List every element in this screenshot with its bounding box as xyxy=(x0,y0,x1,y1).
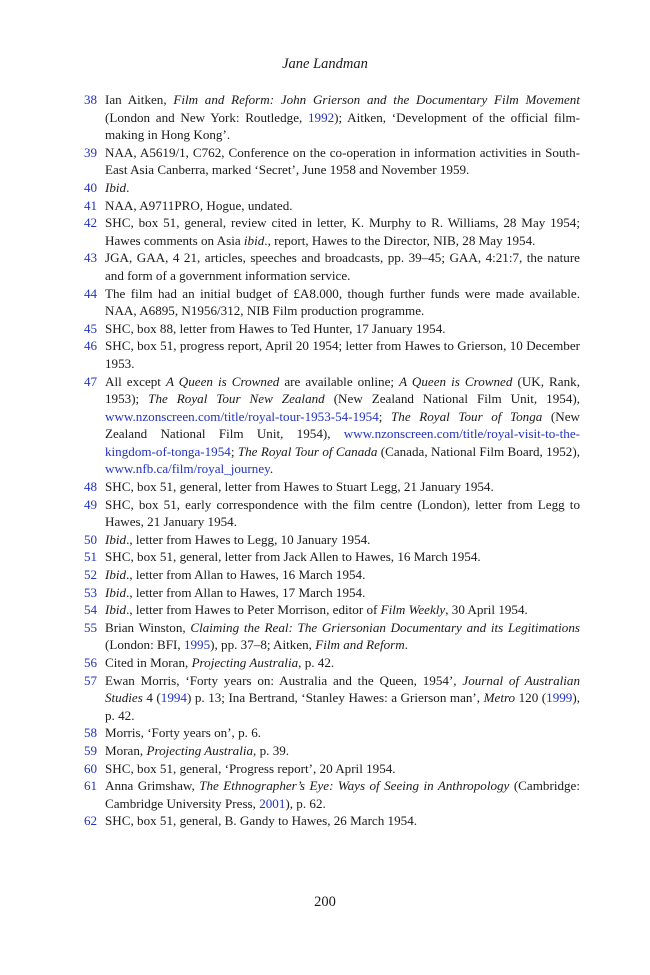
endnote-number-link[interactable]: 53 xyxy=(84,584,98,600)
note-text: SHC, box 51, general, letter from Hawes to Stuart Legg, 21 January 1954. xyxy=(105,479,494,495)
endnote-number-link[interactable]: 57 xyxy=(84,672,98,688)
endnote-number-link[interactable]: 43 xyxy=(84,250,98,266)
endnote-42 xyxy=(84,214,580,249)
italic-title: Projecting Australia xyxy=(146,742,254,758)
note-text: SHC, box 51, general, review cited in letter, K. Murphy to R. Williams, 28 May 1954; Hawes comments on Asia xyxy=(105,215,580,248)
note-text: The film had an initial budget of £A8.000, though further funds were made available. NAA, A6895, N1956/312, NIB Film production programme. xyxy=(105,285,580,319)
citation-link[interactable]: 2001 xyxy=(259,795,286,811)
note-text: , p. 42. xyxy=(298,655,335,670)
note-text: Morris, ‘Forty years on’, p. 6. xyxy=(105,725,262,741)
italic-title: Ibid xyxy=(105,179,127,195)
endnote-number-link[interactable]: 49 xyxy=(84,496,98,512)
endnote-number-link[interactable]: 42 xyxy=(84,215,98,231)
citation-link[interactable]: www.nzonscreen.com/title/royal-tour-1953-54-1954 xyxy=(105,408,379,424)
note-text: ., letter from Hawes to Peter Morrison, editor of xyxy=(126,602,381,618)
endnote-number-link[interactable]: 51 xyxy=(84,549,98,565)
endnote-47 xyxy=(84,373,580,479)
note-text: Moran, xyxy=(105,742,147,758)
endnote-54 xyxy=(84,601,580,619)
endnote-61 xyxy=(84,777,580,812)
note-text: SHC, box 51, general, letter from Jack Allen to Hawes, 16 March 1954. xyxy=(105,549,481,565)
italic-title: ibid xyxy=(243,232,265,248)
note-text: ) p. 13; Ina Bertrand, ‘Stanley Hawes: a Grierson man’, xyxy=(186,690,484,706)
italic-title: A Queen is Crowned xyxy=(165,373,280,389)
note-text: Anna Grimshaw, xyxy=(105,778,200,794)
note-text: All except xyxy=(105,373,166,389)
note-text: (Cambridge: Cambridge University Press, xyxy=(105,778,580,811)
endnote-number-link[interactable]: 56 xyxy=(84,655,98,670)
note-text: SHC, box 51, general, ‘Progress report’, 20 April 1954. xyxy=(105,760,396,776)
endnote-45 xyxy=(84,320,580,338)
endnote-57 xyxy=(84,672,580,725)
note-text: (Canada, National Film Board, 1952), xyxy=(377,443,580,459)
endnote-number-link[interactable]: 40 xyxy=(84,179,98,195)
note-text: . xyxy=(126,179,130,195)
note-text: ; xyxy=(378,408,392,424)
endnote-55 xyxy=(84,619,580,654)
endnote-62 xyxy=(84,812,580,830)
note-text: ); Aitken, ‘Development of the official film-making in Hong Kong’. xyxy=(105,109,580,143)
note-text: Ewan Morris, ‘Forty years on: Australia and the Queen, 1954’, xyxy=(105,672,463,688)
italic-title: Film Weekly xyxy=(380,602,446,618)
note-text: NAA, A9711PRO, Hogue, undated. xyxy=(105,197,293,213)
endnote-number-link[interactable]: 45 xyxy=(84,320,98,336)
note-text: ), p. 62. xyxy=(285,795,326,811)
note-text: ; xyxy=(230,443,238,459)
note-text: , p. 39. xyxy=(253,742,290,758)
italic-title: Film and Reform xyxy=(315,637,405,653)
endnote-number-link[interactable]: 46 xyxy=(84,338,98,354)
note-text: SHC, box 51, progress report, April 20 1954; letter from Hawes to Grierson, 10 December 1953. xyxy=(105,338,580,371)
endnote-53 xyxy=(84,584,580,602)
italic-title: The Royal Tour of Tonga xyxy=(391,408,543,424)
endnote-number-link[interactable]: 48 xyxy=(84,479,98,495)
note-text: ), pp. 37–8; Aitken, xyxy=(210,637,316,653)
endnote-number-link[interactable]: 59 xyxy=(84,742,98,758)
citation-link[interactable]: www.nzonscreen.com/title/royal-visit-to-the-kingdom-of-tonga-1954 xyxy=(105,426,580,459)
endnote-number-link[interactable]: 61 xyxy=(84,778,98,794)
endnote-40 xyxy=(84,179,580,197)
note-text: Ian Aitken, xyxy=(105,92,174,107)
note-text: 4 ( xyxy=(142,690,161,706)
note-text: (New Zealand National Film Unit, 1954), xyxy=(324,391,581,407)
endnote-52 xyxy=(84,566,580,584)
note-text: (UK, Rank, 1953); xyxy=(105,373,580,407)
citation-link[interactable]: 1992 xyxy=(307,109,335,125)
italic-title: Ibid xyxy=(105,584,127,600)
endnote-number-link[interactable]: 54 xyxy=(84,602,98,618)
italic-title: Metro xyxy=(483,690,516,706)
note-text: SHC, box 51, early correspondence with the film centre (London), letter from Legg to Hawes, 21 January 1954. xyxy=(105,496,580,530)
note-text: (London and New York: Routledge, xyxy=(105,109,308,125)
endnote-38 xyxy=(84,91,580,144)
citation-link[interactable]: 1999 xyxy=(546,690,573,706)
note-text: SHC, box 51, general, B. Gandy to Hawes, 26 March 1954. xyxy=(105,813,418,829)
note-text: . xyxy=(404,637,408,653)
endnote-number-link[interactable]: 38 xyxy=(84,92,98,107)
endnote-number-link[interactable]: 44 xyxy=(84,285,98,301)
endnote-number-link[interactable]: 60 xyxy=(84,760,98,776)
italic-title: Journal of Australian Studies xyxy=(105,672,580,706)
note-text: ., letter from Allan to Hawes, 16 March 1954. xyxy=(126,567,366,583)
note-text: NAA, A5619/1, C762, Conference on the co-operation in information activities in South-East Asia Canberra, marked ‘Secret’, June 1958 and November 1959. xyxy=(105,144,580,178)
citation-link[interactable]: 1995 xyxy=(183,637,211,653)
italic-title: The Royal Tour of Canada xyxy=(237,443,378,459)
note-text: ), p. 42. xyxy=(105,690,580,723)
endnote-59 xyxy=(84,742,580,760)
endnote-number-link[interactable]: 41 xyxy=(84,197,98,213)
endnote-number-link[interactable]: 52 xyxy=(84,567,98,583)
note-text: . xyxy=(269,461,274,477)
italic-title: Film and Reform: John Grierson and the Documentary Film Movement xyxy=(173,92,580,107)
endnote-number-link[interactable]: 62 xyxy=(84,813,98,829)
italic-title: The Ethnographer’s Eye: Ways of Seeing in Anthropology xyxy=(199,778,510,794)
citation-link[interactable]: www.nfb.ca/film/royal_journey xyxy=(105,461,270,477)
endnote-number-link[interactable]: 47 xyxy=(84,373,98,389)
endnote-43 xyxy=(84,249,580,284)
note-text: ., letter from Allan to Hawes, 17 March 1954. xyxy=(126,584,366,600)
italic-title: A Queen is Crowned xyxy=(399,373,513,389)
endnote-number-link[interactable]: 55 xyxy=(84,619,98,635)
endnote-number-link[interactable]: 58 xyxy=(84,725,98,741)
note-text: SHC, box 88, letter from Hawes to Ted Hunter, 17 January 1954. xyxy=(105,320,446,336)
endnote-49 xyxy=(84,496,580,531)
italic-title: Claiming the Real: The Griersonian Documentary and its Legitimations xyxy=(190,619,580,635)
endnote-56 xyxy=(84,654,580,672)
endnote-60 xyxy=(84,760,580,778)
note-text: (New Zealand National Film Unit, 1954), xyxy=(105,408,580,442)
citation-link[interactable]: 1994 xyxy=(160,690,187,706)
endnote-number-link[interactable]: 50 xyxy=(84,531,98,547)
endnotes-list xyxy=(84,91,580,830)
note-text: (London: BFI, xyxy=(105,637,184,653)
note-text: ., report, Hawes to the Director, NIB, 28 May 1954. xyxy=(264,232,536,248)
italic-title: Ibid xyxy=(105,531,127,547)
italic-title: Ibid xyxy=(105,602,127,618)
endnote-50 xyxy=(84,531,580,549)
note-text: Brian Winston, xyxy=(105,619,191,635)
note-text: are available online; xyxy=(279,373,400,389)
running-head: Jane Landman xyxy=(282,56,368,72)
endnote-51 xyxy=(84,548,580,566)
endnote-46 xyxy=(84,337,580,372)
endnote-number-link[interactable]: 39 xyxy=(84,144,98,160)
endnote-48 xyxy=(84,478,580,496)
endnote-41 xyxy=(84,197,580,215)
note-text: JGA, GAA, 4 21, articles, speeches and broadcasts, pp. 39–45; GAA, 4:21:7, the nature and form of a government information service. xyxy=(105,250,580,283)
endnote-39 xyxy=(84,144,580,179)
note-text: , 30 April 1954. xyxy=(445,602,528,618)
italic-title: Ibid xyxy=(105,567,127,583)
italic-title: Projecting Australia xyxy=(191,655,299,670)
endnote-44 xyxy=(84,285,580,320)
endnote-58 xyxy=(84,724,580,742)
page-number: 200 xyxy=(314,894,336,910)
note-text: Cited in Moran, xyxy=(105,655,192,670)
italic-title: The Royal Tour New Zealand xyxy=(148,391,325,407)
note-text: 120 ( xyxy=(515,690,547,706)
note-text: ., letter from Hawes to Legg, 10 January 1954. xyxy=(126,531,371,547)
